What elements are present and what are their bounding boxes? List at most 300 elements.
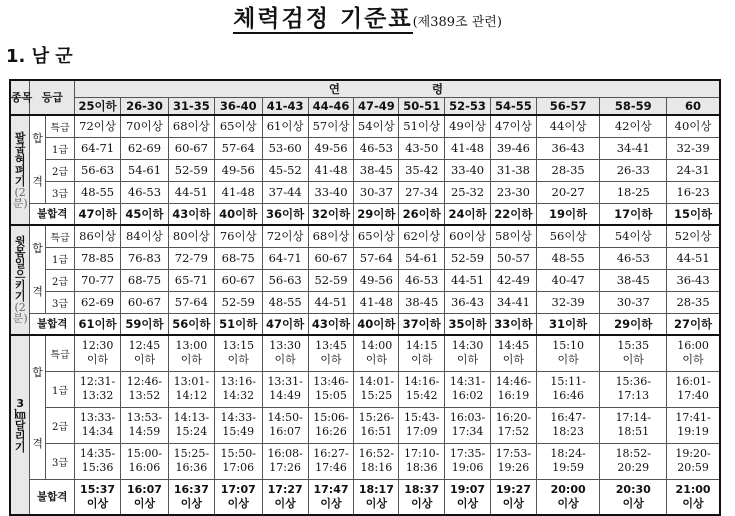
fail-label: 불합격 — [30, 479, 75, 515]
standard-value-cell: 57이상 — [308, 115, 354, 137]
standard-value-cell: 41-48 — [308, 159, 354, 181]
standard-value-cell: 52-59 — [214, 291, 262, 313]
fail-value-cell: 27이하 — [667, 313, 720, 335]
standard-value-line: 16:08- — [267, 447, 303, 460]
fail-value-cell — [120, 479, 168, 515]
standard-value-line: 14:16- — [403, 375, 440, 388]
standard-value-line: 14:12 — [175, 389, 208, 402]
fail-value-cell: 15이하 — [667, 203, 720, 225]
fail-value-cell: 36이하 — [262, 203, 308, 225]
standard-value-line: 16:26 — [315, 425, 347, 438]
standard-value-cell: 60-67 — [308, 247, 354, 269]
standard-value-cell — [536, 335, 600, 371]
standard-value-line: 14:33- — [220, 411, 256, 424]
standard-value-cell: 84이상 — [120, 225, 168, 247]
standard-value-line: 14:01- — [358, 375, 395, 388]
grade-column-header: 등급 — [30, 80, 75, 115]
standard-value-cell: 44-51 — [168, 181, 214, 203]
standard-value-line: 14:50- — [267, 411, 303, 424]
standard-value-cell: 68-75 — [214, 247, 262, 269]
standard-value-line: 15:24 — [175, 425, 208, 438]
standard-value-cell — [308, 407, 354, 443]
standard-value-line: 14:32 — [222, 389, 255, 402]
pass-group-label: 격 — [30, 159, 46, 203]
standard-value-cell — [667, 443, 720, 479]
standard-value-line: 13:31- — [267, 375, 303, 388]
standard-value-cell: 46-53 — [399, 269, 445, 291]
grade-label: 특급 — [45, 335, 74, 371]
standard-value-cell: 42이상 — [600, 115, 667, 137]
standard-value-cell: 32-39 — [536, 291, 600, 313]
standard-value-cell: 86이상 — [75, 225, 121, 247]
standard-value-cell: 62이상 — [399, 225, 445, 247]
standard-value-cell: 16-23 — [667, 181, 720, 203]
standard-value-line: 18:16 — [360, 461, 393, 474]
standard-value-cell: 32-39 — [667, 137, 720, 159]
fail-value-cell: 47이하 — [75, 203, 121, 225]
standard-value-cell — [667, 371, 720, 407]
grade-label: 2급 — [45, 269, 74, 291]
standard-value-cell — [120, 335, 168, 371]
standard-value-cell — [354, 371, 399, 407]
standard-value-cell: 57-64 — [214, 137, 262, 159]
standard-value-cell: 60-67 — [168, 137, 214, 159]
standard-value-cell: 65이상 — [214, 115, 262, 137]
standard-value-cell — [667, 335, 720, 371]
standard-value-cell: 54이상 — [600, 225, 667, 247]
pass-group-label: 합 — [30, 335, 46, 407]
standard-value-line: 15:10 — [552, 339, 584, 353]
age-header-cell: 58-59 — [600, 98, 667, 116]
standard-value-line: 16:47- — [550, 411, 586, 424]
standard-value-cell: 46-53 — [354, 137, 399, 159]
standard-value-cell: 44이상 — [536, 115, 600, 137]
standard-value-cell: 48-55 — [536, 247, 600, 269]
fail-value-cell — [214, 479, 262, 515]
standard-value-cell: 52-59 — [168, 159, 214, 181]
standard-value-cell — [354, 443, 399, 479]
standard-value-cell: 52-59 — [445, 247, 491, 269]
fail-value-cell: 43이하 — [168, 203, 214, 225]
fail-value-cell — [399, 479, 445, 515]
standard-value-cell: 64-71 — [75, 137, 121, 159]
standard-value-line: 이하 — [180, 353, 202, 367]
standard-value-cell: 31-38 — [490, 159, 536, 181]
fail-value-line: 15:37 — [80, 482, 116, 496]
standard-value-line: 12:30 — [81, 339, 114, 353]
standard-value-cell: 48-55 — [262, 291, 308, 313]
fail-value-line: 18:17 — [358, 482, 394, 496]
standard-value-cell — [308, 371, 354, 407]
standard-value-cell — [399, 371, 445, 407]
standard-value-line: 이하 — [133, 353, 156, 367]
standard-value-line: 15:36- — [615, 375, 651, 388]
standard-value-cell — [667, 407, 720, 443]
standard-value-line: 14:15 — [405, 339, 438, 353]
standard-value-cell — [600, 407, 667, 443]
standard-value-cell: 56-63 — [262, 269, 308, 291]
standard-value-cell: 34-41 — [600, 137, 667, 159]
standard-value-cell: 33-40 — [308, 181, 354, 203]
fail-value-line: 이상 — [682, 496, 704, 510]
fail-value-cell — [490, 479, 536, 515]
standard-value-cell: 34-41 — [490, 291, 536, 313]
fail-value-cell — [536, 479, 600, 515]
grade-label: 특급 — [45, 225, 74, 247]
standard-value-cell: 46-53 — [600, 247, 667, 269]
standard-value-line: 15:00- — [126, 447, 163, 460]
standard-value-line: 18:24- — [550, 447, 586, 460]
standard-value-line: 18:52- — [615, 447, 651, 460]
fail-value-cell: 29이하 — [600, 313, 667, 335]
standard-value-cell: 30-37 — [600, 291, 667, 313]
standard-value-cell: 46-53 — [120, 181, 168, 203]
event-name: 윗몸일으키기 — [14, 235, 26, 303]
fail-value-cell — [75, 479, 121, 515]
standard-value-cell: 52-59 — [308, 269, 354, 291]
standard-value-cell: 64-71 — [262, 247, 308, 269]
standard-value-cell: 43-50 — [399, 137, 445, 159]
standard-value-line: 13:00 — [175, 339, 208, 353]
standard-value-cell: 72이상 — [262, 225, 308, 247]
standard-value-cell: 58이상 — [490, 225, 536, 247]
standard-value-cell — [120, 371, 168, 407]
fail-value-line: 19:27 — [495, 482, 531, 496]
standard-value-cell: 80이상 — [168, 225, 214, 247]
standard-value-cell: 49-56 — [354, 269, 399, 291]
standard-value-cell: 70이상 — [120, 115, 168, 137]
standard-value-line: 17:52 — [497, 425, 530, 438]
standard-value-line: 16:19 — [497, 389, 530, 402]
fail-value-line: 이상 — [133, 496, 156, 510]
standard-value-cell: 56-63 — [75, 159, 121, 181]
standard-value-cell: 33-40 — [445, 159, 491, 181]
event-name-cell — [10, 225, 30, 335]
standard-value-cell: 78-85 — [75, 247, 121, 269]
standard-value-line: 13:33- — [79, 411, 116, 424]
fail-value-line: 이상 — [86, 496, 109, 510]
age-header-left: 연 — [75, 80, 354, 98]
standard-value-line: 15:50- — [220, 447, 256, 460]
pass-group-label: 합 — [30, 115, 46, 159]
fail-value-line: 이상 — [180, 496, 202, 510]
standard-value-line: 17:35- — [449, 447, 486, 460]
standard-value-cell: 54-61 — [399, 247, 445, 269]
standard-value-line: 17:41- — [675, 411, 711, 424]
standard-value-line: 17:26 — [269, 461, 301, 474]
fail-value-cell — [667, 479, 720, 515]
standard-value-line: 13:32 — [81, 389, 114, 402]
standard-value-line: 18:51 — [617, 425, 650, 438]
standard-value-cell — [75, 443, 121, 479]
standard-value-line: 14:49 — [269, 389, 301, 402]
fail-value-line: 이상 — [365, 496, 387, 510]
standard-value-cell: 41-48 — [445, 137, 491, 159]
fail-value-cell: 37이하 — [399, 313, 445, 335]
standard-value-line: 이하 — [622, 353, 644, 367]
standard-value-line: 16:06 — [128, 461, 161, 474]
standard-value-cell: 39-46 — [490, 137, 536, 159]
standard-value-line: 12:31- — [79, 375, 116, 388]
standard-value-cell: 25-32 — [445, 181, 491, 203]
age-header-cell: 47-49 — [354, 98, 399, 116]
standard-value-cell — [445, 371, 491, 407]
fail-value-cell — [445, 479, 491, 515]
fail-value-cell: 35이하 — [445, 313, 491, 335]
standard-value-cell: 44-51 — [667, 247, 720, 269]
standard-value-line: 17:46 — [315, 461, 347, 474]
standard-value-cell — [214, 335, 262, 371]
fail-label: 불합격 — [30, 313, 75, 335]
standard-value-line: 14:59 — [128, 425, 161, 438]
age-header-cell: 44-46 — [308, 98, 354, 116]
standard-value-cell: 47이상 — [490, 115, 536, 137]
standard-value-cell: 35-42 — [399, 159, 445, 181]
grade-label: 1급 — [45, 371, 74, 407]
standard-value-line: 16:07 — [269, 425, 301, 438]
event-note: (2분) — [12, 185, 28, 210]
age-header-cell: 56-57 — [536, 98, 600, 116]
standard-value-cell: 62-69 — [75, 291, 121, 313]
standard-value-line: 19:59 — [552, 461, 584, 474]
standard-value-cell: 27-34 — [399, 181, 445, 203]
standard-value-cell — [308, 443, 354, 479]
standard-value-line: 14:30 — [451, 339, 484, 353]
standard-value-cell: 49-56 — [214, 159, 262, 181]
standard-value-line: 이하 — [557, 353, 579, 367]
standard-value-line: 12:45 — [128, 339, 161, 353]
standard-value-line: 14:34 — [81, 425, 114, 438]
section-title: 1. 남 군 — [6, 46, 73, 67]
standard-value-cell — [168, 335, 214, 371]
standard-value-line: 16:52- — [358, 447, 395, 460]
standard-value-cell — [354, 407, 399, 443]
standard-value-cell: 54이상 — [354, 115, 399, 137]
standard-value-line: 15:26- — [358, 411, 395, 424]
fail-value-line: 17:47 — [313, 482, 349, 496]
standard-value-cell — [262, 335, 308, 371]
standard-value-line: 17:06 — [222, 461, 255, 474]
fail-value-line: 이상 — [502, 496, 525, 510]
standard-value-cell — [490, 371, 536, 407]
standard-value-cell: 60-67 — [214, 269, 262, 291]
fail-value-cell — [262, 479, 308, 515]
standard-value-line: 15:11- — [550, 375, 586, 388]
fail-value-line: 이상 — [274, 496, 296, 510]
standard-value-line: 16:51 — [360, 425, 393, 438]
standard-value-line: 13:01- — [173, 375, 210, 388]
age-header-cell: 52-53 — [445, 98, 491, 116]
standard-value-cell: 72-79 — [168, 247, 214, 269]
standard-value-line: 13:15 — [222, 339, 255, 353]
standard-value-line: 15:35 — [617, 339, 650, 353]
standard-value-cell: 76이상 — [214, 225, 262, 247]
standard-value-cell — [120, 407, 168, 443]
fail-value-cell: 56이하 — [168, 313, 214, 335]
age-header-cell: 36-40 — [214, 98, 262, 116]
fail-value-cell: 31이하 — [536, 313, 600, 335]
standard-value-cell: 20-27 — [536, 181, 600, 203]
standard-value-cell — [168, 371, 214, 407]
standard-value-cell — [75, 407, 121, 443]
standard-value-line: 15:25 — [360, 389, 393, 402]
standard-value-line: 이하 — [86, 353, 109, 367]
standard-value-line: 19:06 — [451, 461, 484, 474]
standard-value-cell: 68이상 — [168, 115, 214, 137]
standard-value-line: 이하 — [502, 353, 525, 367]
standard-value-cell: 24-31 — [667, 159, 720, 181]
fail-value-line: 이상 — [320, 496, 342, 510]
fail-value-cell: 29이하 — [354, 203, 399, 225]
fail-value-line: 이상 — [622, 496, 644, 510]
fail-value-cell — [354, 479, 399, 515]
standard-value-cell — [399, 335, 445, 371]
standard-value-line: 17:53- — [495, 447, 532, 460]
standard-value-line: 16:36 — [175, 461, 208, 474]
standard-value-line: 14:13- — [173, 411, 210, 424]
standard-value-line: 16:00 — [677, 339, 709, 353]
standard-value-line: 16:46 — [552, 389, 584, 402]
standard-value-cell — [490, 335, 536, 371]
standard-value-cell: 57-64 — [168, 291, 214, 313]
fail-value-cell — [600, 479, 667, 515]
document-subtitle: (제389조 관련) — [412, 15, 502, 30]
standard-value-cell — [168, 443, 214, 479]
standard-value-cell: 36-43 — [667, 269, 720, 291]
fail-value-cell — [168, 479, 214, 515]
fail-value-cell: 51이하 — [214, 313, 262, 335]
standard-value-cell: 56이상 — [536, 225, 600, 247]
standard-value-cell — [536, 443, 600, 479]
standard-value-cell: 68이상 — [308, 225, 354, 247]
standard-value-line: 14:31- — [449, 375, 486, 388]
standard-value-cell: 36-43 — [536, 137, 600, 159]
grade-label: 3급 — [45, 443, 74, 479]
standard-value-line: 17:14- — [615, 411, 651, 424]
age-header-cell: 41-43 — [262, 98, 308, 116]
event-name: 팔굽혀펴기 — [14, 130, 26, 188]
standard-value-line: 17:40 — [677, 389, 709, 402]
standard-value-cell — [262, 407, 308, 443]
standard-value-cell: 42-49 — [490, 269, 536, 291]
grade-label: 3급 — [45, 291, 74, 313]
standard-value-cell — [445, 335, 491, 371]
standard-value-line: 13:53- — [126, 411, 163, 424]
standard-value-cell — [214, 371, 262, 407]
standard-value-cell: 45-52 — [262, 159, 308, 181]
fail-value-cell: 43이하 — [308, 313, 354, 335]
age-header-cell: 25이하 — [75, 98, 121, 116]
standard-value-line: 15:42 — [405, 389, 438, 402]
standard-value-cell: 49-56 — [308, 137, 354, 159]
grade-label: 1급 — [45, 247, 74, 269]
standard-value-cell: 40이상 — [667, 115, 720, 137]
standard-value-line: 14:00 — [360, 339, 393, 353]
fail-value-cell: 40이하 — [354, 313, 399, 335]
standard-value-cell: 65-71 — [168, 269, 214, 291]
fail-value-line: 이상 — [557, 496, 579, 510]
standard-value-cell — [214, 443, 262, 479]
fail-value-cell: 33이하 — [490, 313, 536, 335]
standard-value-cell — [399, 407, 445, 443]
standard-value-line: 17:10- — [403, 447, 440, 460]
standard-value-cell: 26-33 — [600, 159, 667, 181]
fail-value-line: 이상 — [411, 496, 433, 510]
fail-value-cell: 40이하 — [214, 203, 262, 225]
age-header-cell: 50-51 — [399, 98, 445, 116]
fail-value-line: 이상 — [227, 496, 249, 510]
standard-value-line: 18:36 — [405, 461, 438, 474]
standard-value-line: 이하 — [227, 353, 249, 367]
standard-value-line: 14:45 — [497, 339, 530, 353]
standard-value-line: 17:13 — [617, 389, 650, 402]
standard-value-line: 19:26 — [497, 461, 530, 474]
standard-value-cell: 76-83 — [120, 247, 168, 269]
standard-value-line: 이하 — [411, 353, 433, 367]
standard-value-cell: 44-51 — [445, 269, 491, 291]
grade-label: 3급 — [45, 181, 74, 203]
standard-value-cell — [445, 407, 491, 443]
standard-value-cell: 36-43 — [445, 291, 491, 313]
standard-value-cell — [600, 335, 667, 371]
standard-value-cell: 28-35 — [667, 291, 720, 313]
fail-value-cell: 17이하 — [600, 203, 667, 225]
standard-value-line: 14:46- — [495, 375, 532, 388]
event-name: 3㎞달리기 — [14, 396, 26, 454]
standard-value-line: 14:35- — [79, 447, 116, 460]
document-title: 체력검정 기준표 — [233, 5, 413, 32]
standard-value-cell: 38-45 — [600, 269, 667, 291]
fail-value-line: 16:37 — [173, 482, 209, 496]
standard-value-cell: 53-60 — [262, 137, 308, 159]
standard-value-line: 20:59 — [677, 461, 709, 474]
fail-value-cell: 45이하 — [120, 203, 168, 225]
standard-value-line: 15:05 — [315, 389, 347, 402]
standard-value-cell: 23-30 — [490, 181, 536, 203]
fitness-standard-table — [9, 79, 721, 516]
fail-label: 불합격 — [30, 203, 75, 225]
standard-value-line: 20:29 — [617, 461, 650, 474]
standard-value-cell — [399, 443, 445, 479]
standard-value-cell — [445, 443, 491, 479]
fail-value-cell: 47이하 — [262, 313, 308, 335]
fail-value-cell: 19이하 — [536, 203, 600, 225]
standard-value-cell: 65이상 — [354, 225, 399, 247]
fail-value-cell — [308, 479, 354, 515]
age-header-cell: 60 — [667, 98, 720, 116]
age-header-cell: 31-35 — [168, 98, 214, 116]
event-name-cell — [10, 115, 30, 225]
standard-value-line: 17:09 — [405, 425, 438, 438]
standard-value-cell — [262, 371, 308, 407]
document-title-block — [0, 0, 735, 33]
standard-value-cell: 37-44 — [262, 181, 308, 203]
grade-label: 1급 — [45, 137, 74, 159]
standard-value-cell — [262, 443, 308, 479]
standard-value-line: 15:49 — [222, 425, 255, 438]
fail-value-line: 이상 — [456, 496, 479, 510]
standard-value-line: 이하 — [456, 353, 479, 367]
standard-value-cell — [214, 407, 262, 443]
standard-value-cell: 51이상 — [399, 115, 445, 137]
standard-value-cell — [354, 335, 399, 371]
standard-value-line: 13:45 — [315, 339, 347, 353]
standard-value-cell: 18-25 — [600, 181, 667, 203]
standard-value-cell — [168, 407, 214, 443]
standard-value-cell: 30-37 — [354, 181, 399, 203]
standard-value-cell — [600, 443, 667, 479]
event-column-header: 종목 — [10, 80, 30, 115]
